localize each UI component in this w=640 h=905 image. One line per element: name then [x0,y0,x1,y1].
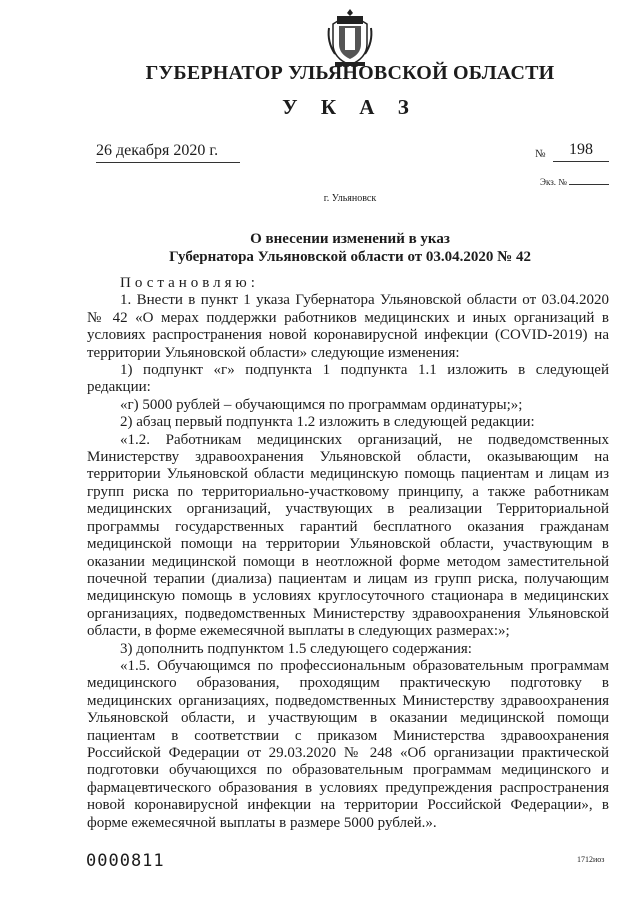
city: г. Ульяновск [323,193,377,204]
document-type: У К А З [282,95,418,119]
number-label: № [535,148,546,160]
paragraph: 1. Внести в пункт 1 указа Губернатора Ульяновской области от 03.04.2020 № 42 «О мерах поддержки работников медицинских и иных организаций в условиях распространения новой коронавирусной инфекции (COVID-2019) на территории Ульяновской области» следующие изменения: [87,292,609,361]
paragraph: 1) подпункт «г» подпункта 1 подпункта 1.1 изложить в следующей редакции: [87,362,609,396]
coat-of-arms-icon [325,6,375,68]
paragraph: «1.2. Работникам медицинских организаций, не подведомственных Министерству здравоохранения Ульяновской области, оказывающим на территории Ульяновской области медицинскую помощь пациентам и лицам из групп риска по территориально-участковому принципу, а также работникам медицинских организаций, участвующих в реализации Территориальной программы государственных гарантий бесплатного оказания гражданам медицинской помощи на территории Ульяновской области, участвующим в оказании медицинской помощи в неотложной форме методом заместительной почечной терапии (диализа) пациентам и лицам из групп риска, получающим медицинскую помощь в условиях круглосуточного стационара в медицинских организациях, подведомственных Министерству здравоохранения Ульяновской области, в форме ежемесячной выплаты в следующих размерах:»; [87,431,609,640]
copy-label: Экз. № [540,177,567,187]
number-field [553,141,609,162]
print-code: 1712иоз [577,855,605,864]
paragraph: 3) дополнить подпунктом 1.5 следующего содержания: [120,640,472,657]
copy-number [540,176,609,187]
decree-number: 198 [569,141,593,158]
paragraph: 2) абзац первый подпункта 1.2 изложить в следующей редакции: [120,414,535,431]
decree-body [87,275,609,832]
decree-date: 26 декабря 2020 г. [96,142,219,159]
title-line-2: Губернатора Ульяновской области от 03.04.2020 № 42 [169,249,531,265]
authority-heading: ГУБЕРНАТОР УЛЬЯНОВСКОЙ ОБЛАСТИ [145,62,555,84]
date-field [96,142,240,163]
paragraph: «1.5. Обучающимся по профессиональным образовательным программам медицинского образования, проходящим практическую подготовку в медицинских организациях, подведомственных Министерству здравоохранения Ульяновской области, и участвующим в оказании медицинской помощи пациентам в соответствии с приказом Министерства здравоохранения Российской Федерации от 29.03.2020 № 248 «Об организации практической подготовки обучающихся по образовательным программам медицинского и фармацевтического образования в условиях предупреждения распространения новой коронавирусной инфекции на территории Российской Федерации», в форме ежемесячной выплаты в размере 5000 рублей.». [87,657,609,831]
copy-line [569,176,609,185]
paragraph: «г) 5000 рублей – обучающимся по программам ординатуры;»; [120,396,523,413]
preamble: Постановляю: [120,275,259,291]
title-line-1: О внесении изменений в указ [250,231,450,247]
form-serial-number: 0000811 [86,851,165,871]
decree-title [0,230,640,266]
